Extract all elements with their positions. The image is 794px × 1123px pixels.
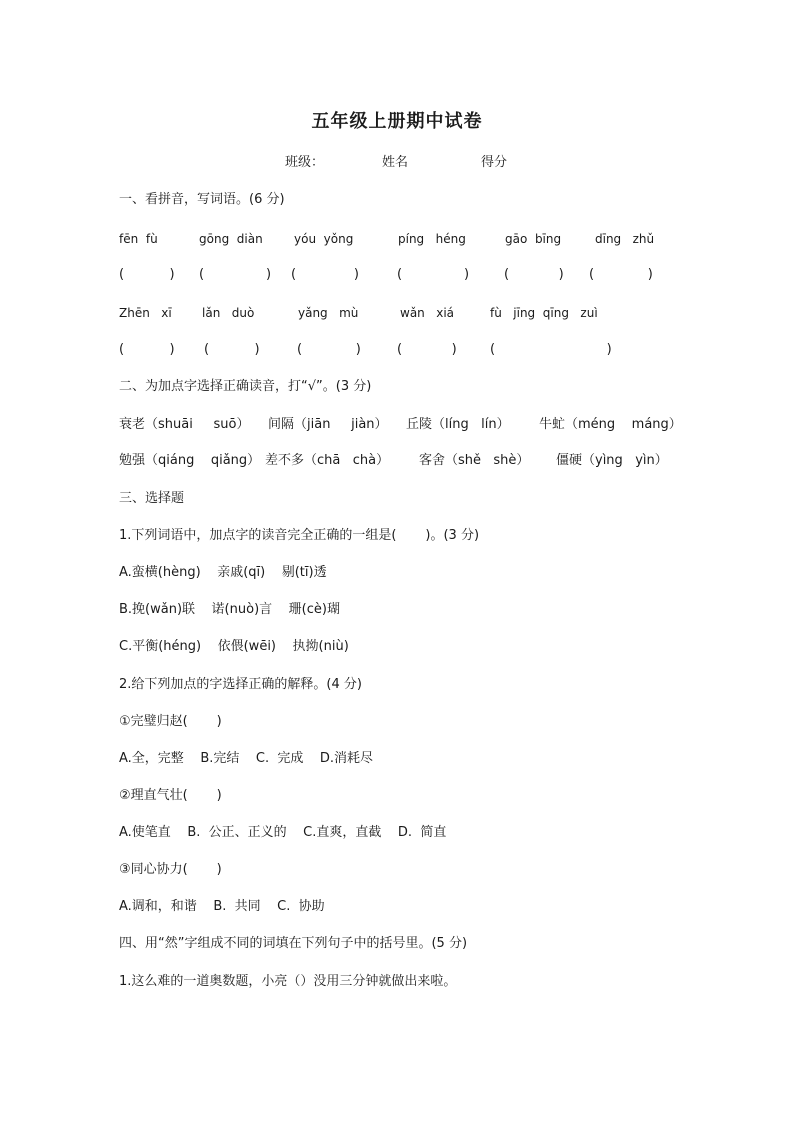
pinyin-item: lǎn duò	[202, 306, 255, 320]
reading-choice[interactable]: 客舍（shě shè）	[419, 453, 530, 468]
section-4-heading: 四、用“然”字组成不同的词填在下列句子中的括号里。(5 分)	[119, 936, 468, 951]
question-2: 2.给下列加点的字选择正确的解释。(4 分)	[119, 677, 362, 692]
section-3-heading: 三、选择题	[119, 491, 185, 506]
sub-question-options[interactable]: A.调和，和谐 B. 共同 C. 协助	[119, 899, 325, 914]
answer-blank[interactable]: ( )	[397, 267, 470, 282]
sub-question: ②理直气壮( )	[119, 788, 222, 803]
option-c[interactable]: C.平衡(héng) 依偎(wēi) 执拗(niù)	[119, 639, 349, 654]
answer-blank[interactable]: ( )	[589, 267, 653, 282]
option-a[interactable]: A.蛮横(hèng) 亲戚(qī) 剔(tī)透	[119, 565, 327, 580]
pinyin-item: gāo bīng	[505, 232, 562, 246]
answer-blank[interactable]: ( )	[504, 267, 564, 282]
pinyin-item: píng héng	[398, 232, 466, 246]
sub-question: ③同心协力( )	[119, 862, 222, 877]
reading-choice[interactable]: 牛虻（méng máng）	[539, 417, 682, 432]
pinyin-item: wǎn xiá	[400, 306, 455, 320]
question-1: 1.这么难的一道奥数题，小亮（）没用三分钟就做出来啦。	[119, 974, 457, 989]
answer-blank[interactable]: ( )	[490, 342, 612, 357]
score-label: 得分	[481, 155, 508, 170]
reading-choice[interactable]: 间隔（jiān jiàn）	[268, 417, 388, 432]
answer-blank[interactable]: ( )	[119, 267, 175, 282]
sub-question-options[interactable]: A.使笔直 B. 公正、正义的 C.直爽，直截 D. 简直	[119, 825, 447, 840]
pinyin-item: Zhēn xī	[119, 306, 172, 320]
reading-choice[interactable]: 勉强（qiáng qiǎng）	[119, 453, 261, 468]
sub-question: ①完璧归赵( )	[119, 714, 222, 729]
answer-blank[interactable]: ( )	[199, 267, 272, 282]
answer-blank[interactable]: ( )	[297, 342, 361, 357]
page-title: 五年级上册期中试卷	[311, 111, 483, 132]
pinyin-item: fù jīng qīng zuì	[490, 306, 598, 320]
answer-blank[interactable]: ( )	[204, 342, 260, 357]
reading-choice[interactable]: 僵硬（yìng yìn）	[556, 453, 668, 468]
reading-choice[interactable]: 衰老（shuāi suō）	[119, 417, 250, 432]
pinyin-item: yóu yǒng	[294, 232, 354, 246]
name-label: 姓名	[382, 155, 409, 170]
pinyin-item: dīng zhǔ	[595, 232, 655, 246]
answer-blank[interactable]: ( )	[119, 342, 175, 357]
answer-blank[interactable]: ( )	[397, 342, 457, 357]
pinyin-item: fēn fù	[119, 232, 158, 246]
section-2-heading: 二、为加点字选择正确读音，打“√”。(3 分)	[119, 379, 372, 394]
class-label: 班级：	[285, 155, 325, 170]
option-b[interactable]: B.挽(wǎn)联 诺(nuò)言 珊(cè)瑚	[119, 602, 340, 617]
pinyin-item: gōng diàn	[199, 232, 263, 246]
pinyin-item: yǎng mù	[298, 306, 359, 320]
reading-choice[interactable]: 差不多（chā chà）	[265, 453, 390, 468]
answer-blank[interactable]: ( )	[291, 267, 359, 282]
sub-question-options[interactable]: A.全，完整 B.完结 C. 完成 D.消耗尽	[119, 751, 374, 766]
section-1-heading: 一、看拼音，写词语。(6 分)	[119, 192, 285, 207]
reading-choice[interactable]: 丘陵（líng lín）	[406, 417, 510, 432]
question-1: 1.下列词语中，加点字的读音完全正确的一组是( )。(3 分)	[119, 528, 480, 543]
